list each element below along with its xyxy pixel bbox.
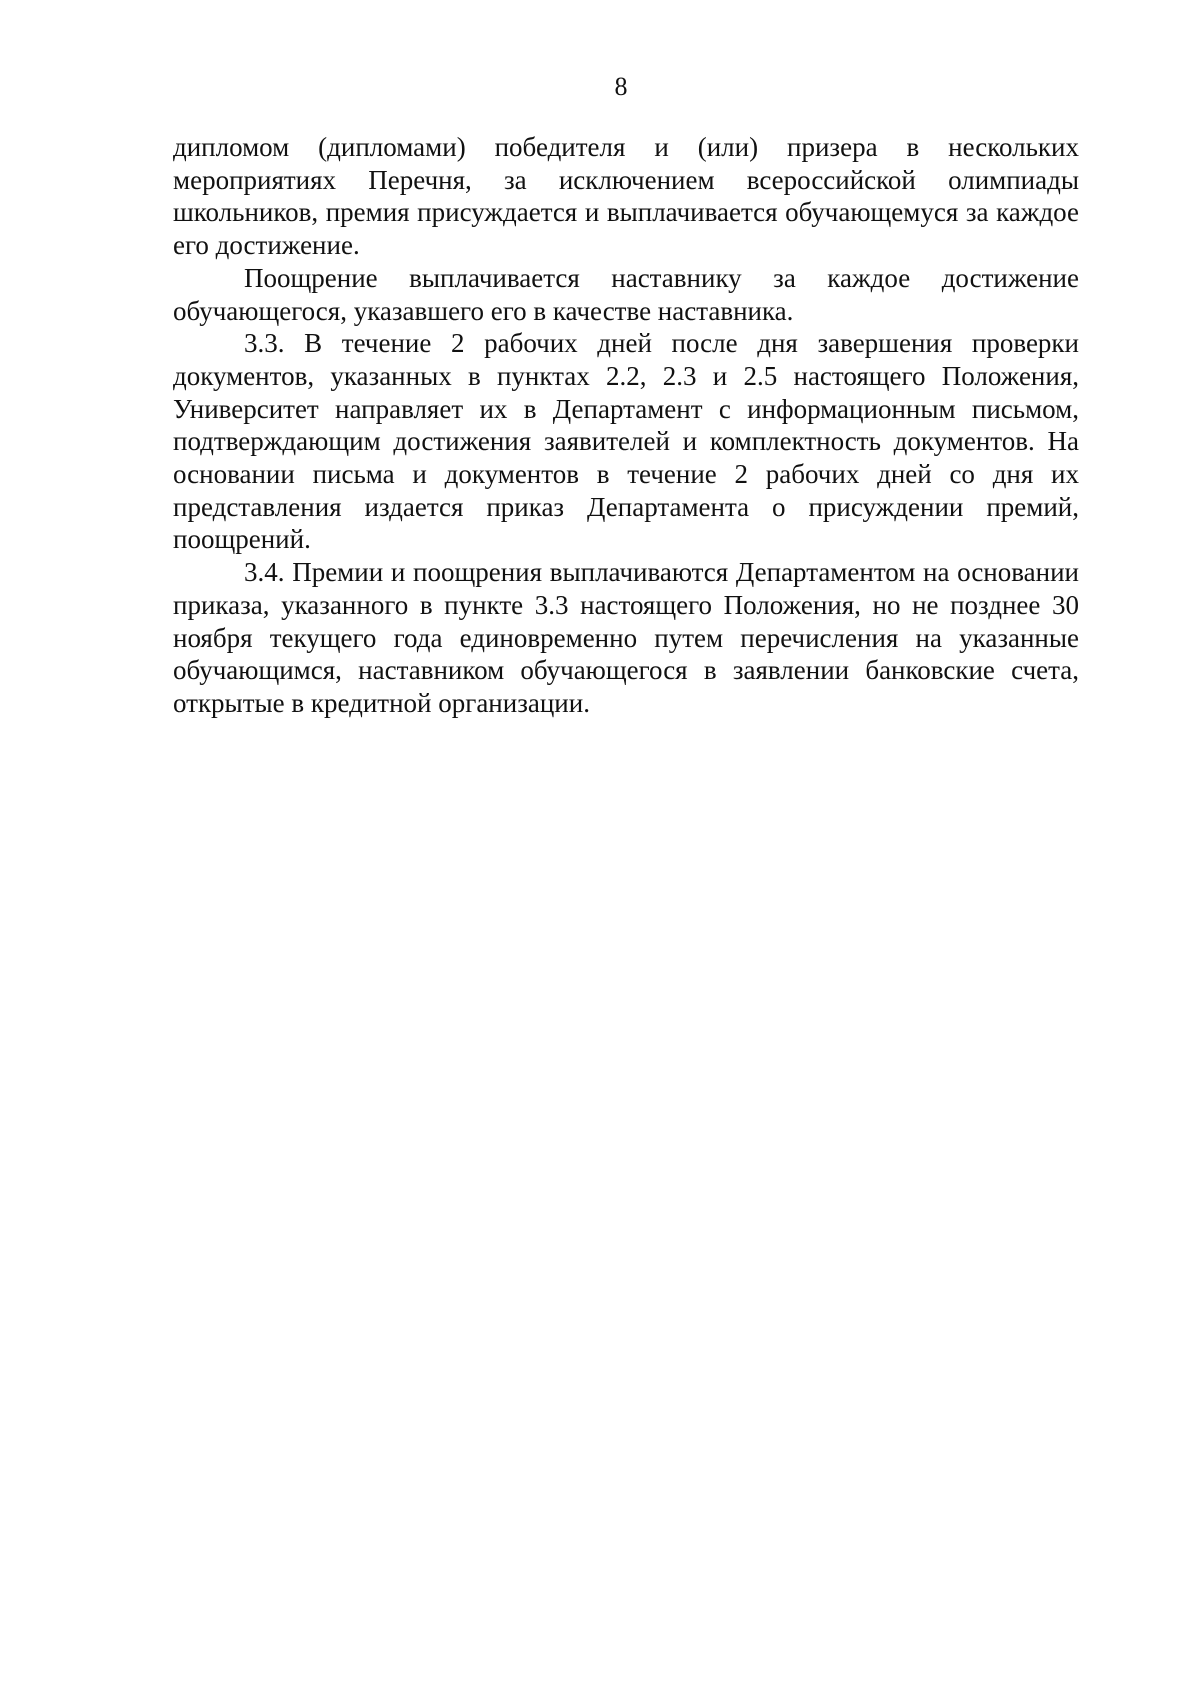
paragraph-mentor-reward: Поощрение выплачивается наставнику за каждое достижение обучающегося, указавшего его в качестве наставника.: [173, 262, 1079, 326]
paragraph-3-4: 3.4. Премии и поощрения выплачиваются Департаментом на основании приказа, указанного в пункте 3.3 настоящего Положения, но не позднее 30 ноября текущего года единовременно путем перечисления на указанные обучающимся, наставником обучающегося в заявлении банковские счета, открытые в кредитной организации.: [173, 557, 1079, 718]
page-number: 8: [614, 72, 628, 101]
paragraph-3-3: 3.3. В течение 2 рабочих дней после дня завершения проверки документов, указанных в пунктах 2.2, 2.3 и 2.5 настоящего Положения, Университет направляет их в Департамент с информационным письмом, подтверждающим достижения заявителей и комплектность документов. На основании письма и документов в течение 2 рабочих дней со дня их представления издается приказ Департамента о присуждении премий, поощрений.: [173, 328, 1079, 555]
document-body: [173, 131, 1079, 720]
paragraph-continuation: дипломом (дипломами) победителя и (или) призера в нескольких мероприятиях Перечня, за исключением всероссийской олимпиады школьников, премия присуждается и выплачивается обучающемуся за каждое его достижение.: [173, 132, 1079, 261]
